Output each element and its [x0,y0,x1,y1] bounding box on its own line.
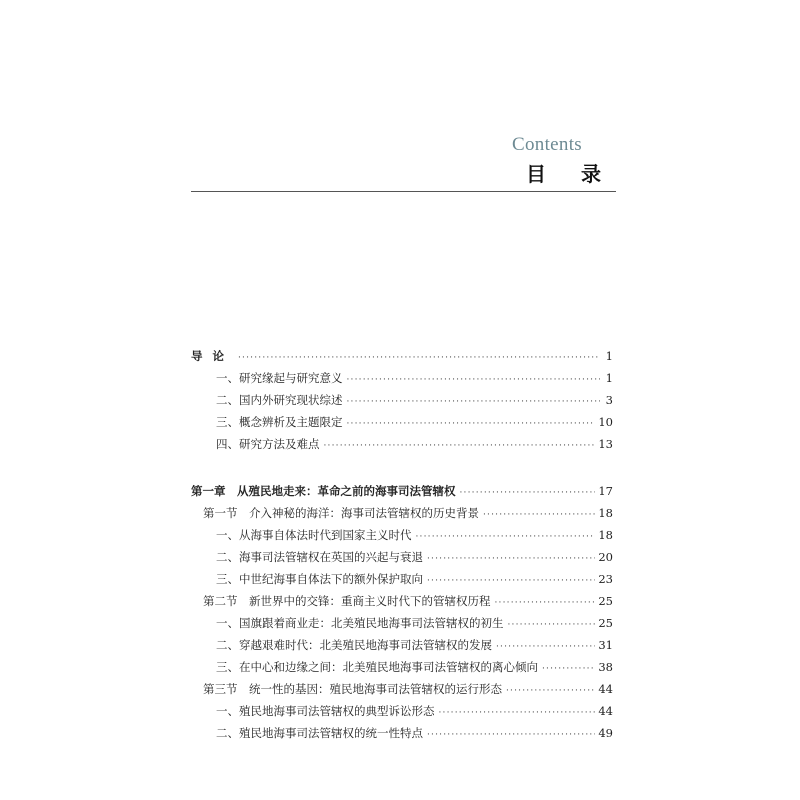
toc-entry[interactable] [191,568,613,590]
toc-page-number: 23 [598,572,613,586]
toc-entry-title: 一、殖民地海事司法管辖权的典型诉讼形态 [216,704,435,718]
toc-entry-title: 第三节 统一性的基因：殖民地海事司法管辖权的运行形态 [203,682,502,696]
toc-page-number: 1 [605,349,613,363]
dot-leader [508,614,596,636]
toc-entry-section[interactable] [191,502,613,524]
dot-leader [347,391,601,413]
toc-page-number: 44 [598,682,613,696]
toc-page-number: 10 [598,415,613,429]
dot-leader [496,636,595,658]
toc-page-number: 13 [598,437,613,451]
toc-page-number: 49 [598,726,613,740]
toc-page-number: 3 [605,393,613,407]
dot-leader [542,658,595,680]
toc-entry-title: 四、研究方法及难点 [216,437,320,451]
toc-entry[interactable] [191,367,613,389]
dot-leader [347,413,596,435]
chapter-spacer [191,455,613,480]
contents-heading-zh: 目 录 [526,162,615,186]
dot-leader [506,680,595,702]
toc-entry-title: 二、殖民地海事司法管辖权的统一性特点 [216,726,423,740]
toc-entry[interactable] [191,389,613,411]
dot-leader [460,482,596,504]
toc-entry-section[interactable] [191,590,613,612]
dot-leader [427,548,595,570]
dot-leader [324,435,596,457]
toc-entry-title: 一、从海事自体法时代到国家主义时代 [216,528,412,542]
toc-entry-title: 三、概念辨析及主题限定 [216,415,343,429]
dot-leader [439,702,596,724]
toc-page-number: 1 [605,371,613,385]
toc-entry[interactable] [191,411,613,433]
toc-entry-intro[interactable] [191,345,613,367]
table-of-contents [191,345,613,744]
toc-page-number: 18 [598,506,613,520]
toc-page-number: 31 [598,638,613,652]
toc-entry-title: 导论 [191,349,234,363]
contents-heading-en: Contents [512,134,582,155]
toc-entry-title: 第一节 介入神秘的海洋：海事司法管辖权的历史背景 [203,506,479,520]
toc-page-number: 20 [598,550,613,564]
toc-entry-title: 二、国内外研究现状综述 [216,393,343,407]
dot-leader [483,504,595,526]
toc-entry[interactable] [191,722,613,744]
header-divider [191,191,616,192]
toc-entry-section[interactable] [191,678,613,700]
toc-entry[interactable] [191,634,613,656]
toc-page-number: 38 [598,660,613,674]
toc-entry[interactable] [191,524,613,546]
toc-page-number: 25 [598,616,613,630]
toc-entry[interactable] [191,546,613,568]
toc-page-number: 25 [598,594,613,608]
dot-leader [427,724,595,746]
toc-entry-title: 三、在中心和边缘之间：北美殖民地海事司法管辖权的离心倾向 [216,660,538,674]
toc-page-number: 17 [598,484,613,498]
toc-entry[interactable] [191,433,613,455]
dot-leader [347,369,601,391]
toc-entry-title: 二、海事司法管辖权在英国的兴起与衰退 [216,550,423,564]
toc-page-number: 44 [598,704,613,718]
toc-entry-title: 一、国旗跟着商业走：北美殖民地海事司法管辖权的初生 [216,616,504,630]
toc-page-number: 18 [598,528,613,542]
dot-leader [238,347,600,369]
toc-entry[interactable] [191,612,613,634]
toc-entry-title: 第二节 新世界中的交锋：重商主义时代下的管辖权历程 [203,594,491,608]
dot-leader [427,570,595,592]
toc-entry-title: 第一章 从殖民地走来：革命之前的海事司法管辖权 [191,484,456,498]
dot-leader [416,526,596,548]
toc-entry[interactable] [191,700,613,722]
toc-entry-title: 二、穿越艰难时代：北美殖民地海事司法管辖权的发展 [216,638,492,652]
toc-entry-chapter[interactable] [191,480,613,502]
toc-entry[interactable] [191,656,613,678]
toc-entry-title: 三、中世纪海事自体法下的额外保护取向 [216,572,423,586]
dot-leader [495,592,596,614]
toc-entry-title: 一、研究缘起与研究意义 [216,371,343,385]
